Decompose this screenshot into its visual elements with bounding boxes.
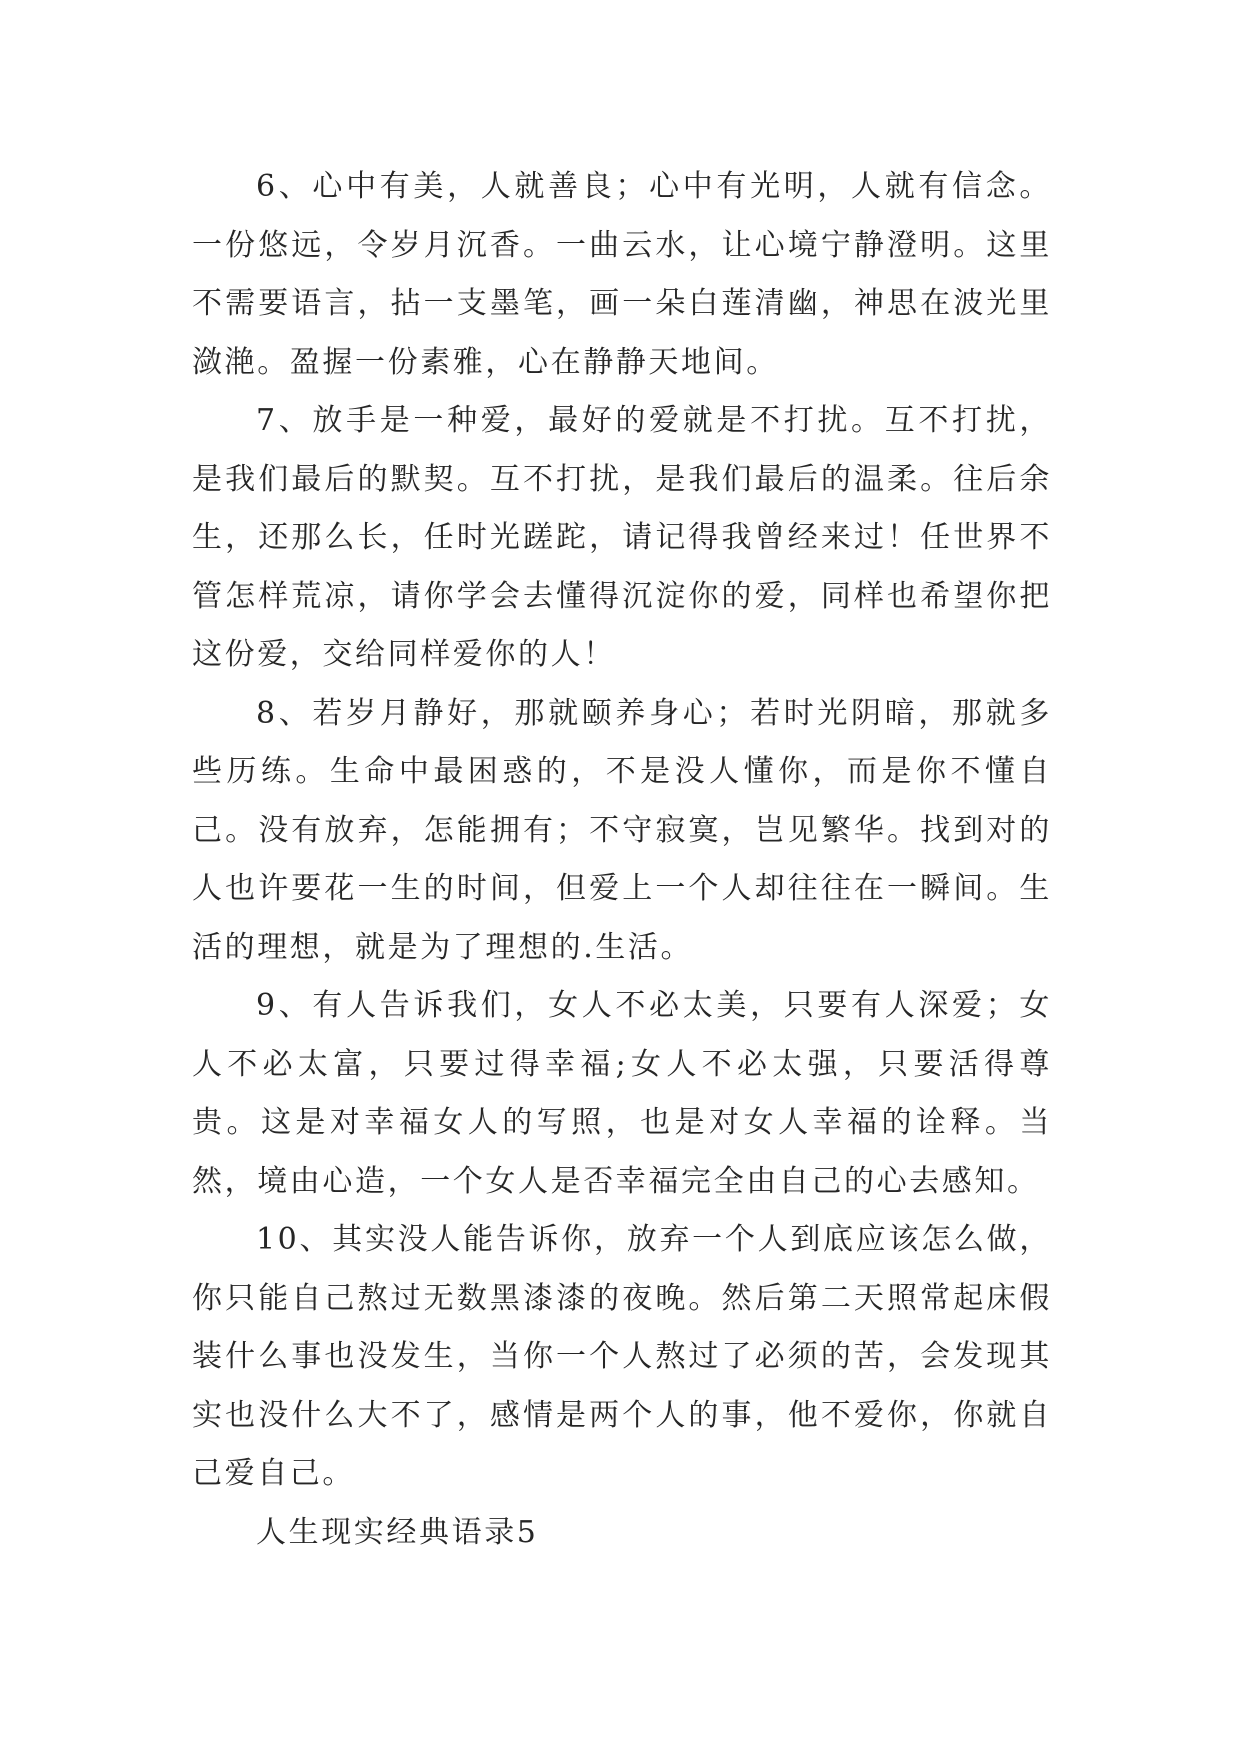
- document-body: [192, 158, 1052, 1562]
- paragraph-9: 9、有人告诉我们，女人不必太美，只要有人深爱；女人不必太富，只要过得幸福;女人不必太强，只要活得尊贵。这是对幸福女人的写照，也是对女人幸福的诠释。当然，境由心造，一个女人是否幸福完全由自己的心去感知。: [192, 988, 1052, 1199]
- paragraph-10: 10、其实没人能告诉你，放弃一个人到底应该怎么做，你只能自己熬过无数黑漆漆的夜晚。然后第二天照常起床假装什么事也没发生，当你一个人熬过了必须的苦，会发现其实也没什么大不了，感情是两个人的事，他不爱你，你就自己爱自己。: [192, 1222, 1052, 1491]
- section-heading: 人生现实经典语录5: [256, 1514, 539, 1550]
- paragraph-6: 6、心中有美，人就善良；心中有光明，人就有信念。一份悠远，令岁月沉香。一曲云水，让心境宁静澄明。这里不需要语言，拈一支墨笔，画一朵白莲清幽，神思在波光里潋滟。盈握一份素雅，心在静静天地间。: [192, 169, 1052, 380]
- paragraph-8: 8、若岁月静好，那就颐养身心；若时光阴暗，那就多些历练。生命中最困惑的，不是没人懂你，而是你不懂自己。没有放弃，怎能拥有；不守寂寞，岂见繁华。找到对的人也许要花一生的时间，但爱上一个人却往往在一瞬间。生活的理想，就是为了理想的.生活。: [192, 695, 1052, 965]
- paragraph-7: 7、放手是一种爱，最好的爱就是不打扰。互不打扰，是我们最后的默契。互不打扰，是我们最后的温柔。往后余生，还那么长，任时光蹉跎，请记得我曾经来过！任世界不管怎样荒凉，请你学会去懂得沉淀你的爱，同样也希望你把这份爱，交给同样爱你的人！: [192, 403, 1052, 672]
